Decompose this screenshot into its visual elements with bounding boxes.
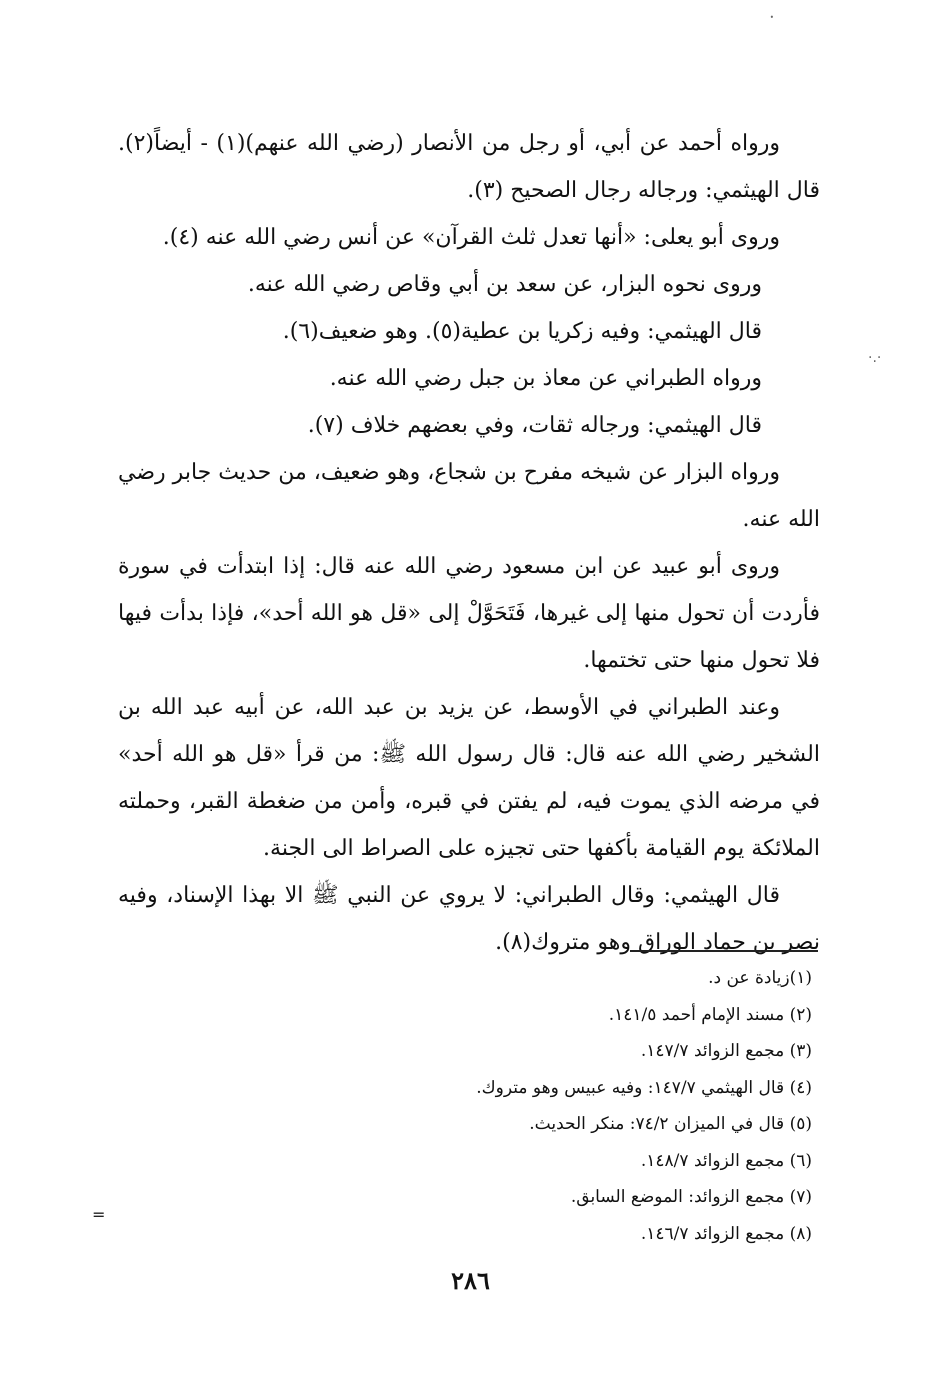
- paragraph: وعند الطبراني في الأوسط، عن يزيد بن عبد الله، عن أبيه عبد الله بن الشخير رضي الله عنه قال: قال رسول الله ﷺ: من قرأ «قل هو الله أحد» في مرضه الذي يموت فيه، لم يفتن في قبره، وأمن من ضغطة القبر، وحملته الملائكة يوم القيامة بأكفها حتى تجيزه على الصراط الى الجنة.: [118, 695, 820, 861]
- margin-speck: ·.·: [868, 350, 882, 366]
- footnote: (٥) قال في الميزان ٧٤/٢: منكر الحديث.: [529, 1114, 812, 1134]
- footnote: (٣) مجمع الزوائد ١٤٧/٧.: [640, 1041, 812, 1061]
- margin-mark: =: [92, 1205, 106, 1224]
- main-text-body: [118, 120, 820, 966]
- scan-speck: ꞏ: [770, 10, 774, 24]
- paragraph: ورواه البزار عن شيخه مفرح بن شجاع، وهو ضعيف، من حديث جابر رضي الله عنه.: [118, 460, 820, 532]
- paragraph: وروى أبو يعلى: «أنها تعدل ثلث القرآن» عن أنس رضي الله عنه (٤).: [162, 225, 780, 250]
- footnote-divider: [630, 950, 818, 952]
- paragraph: قال الهيثمي: ورجاله ثقات، وفي بعضهم خلاف (٧).: [307, 413, 762, 438]
- paragraph: وروى أبو عبيد عن ابن مسعود رضي الله عنه قال: إذا ابتدأت في سورة فأردت أن تحول منها إلى غيرها، فَتَحَوَّلْ إلى «قل هو الله أحد»، فإذا بدأت فيها فلا تحول منها حتى تختمها.: [118, 554, 820, 673]
- paragraph: ورواه الطبراني عن معاذ بن جبل رضي الله عنه.: [329, 366, 762, 391]
- footnote: (٦) مجمع الزوائد ١٤٨/٧.: [640, 1150, 812, 1171]
- paragraph: ورواه أحمد عن أبي، أو رجل من الأنصار (رضي الله عنهم)(١) - أيضاً(٢). قال الهيثمي: ورجاله رجال الصحيح (٣).: [118, 131, 820, 203]
- footnote: (٢) مسند الإمام أحمد ١٤١/٥.: [608, 1004, 812, 1025]
- footnote: (٤) قال الهيثمي ١٤٧/٧: وفيه عبيس وهو متروك.: [476, 1077, 812, 1098]
- paragraph: وروى نحوه البزار، عن سعد بن أبي وقاص رضي الله عنه.: [247, 272, 762, 297]
- paragraph: قال الهيثمي: وقال الطبراني: لا يروي عن النبي ﷺ الا بهذا الإسناد، وفيه نصر بن حماد الوراق وهو متروك(٨).: [118, 883, 820, 955]
- paragraph: قال الهيثمي: وفيه زكريا بن عطية(٥). وهو ضعيف(٦).: [282, 319, 762, 344]
- footnote: (١)زيادة عن د.: [708, 968, 812, 988]
- page-number: ٢٨٦: [451, 1266, 490, 1295]
- footnote: (٨) مجمع الزوائد ١٤٦/٧.: [640, 1223, 812, 1244]
- footnote: (٧) مجمع الزوائد: الموضع السابق.: [570, 1187, 812, 1207]
- footnotes: [300, 960, 812, 1252]
